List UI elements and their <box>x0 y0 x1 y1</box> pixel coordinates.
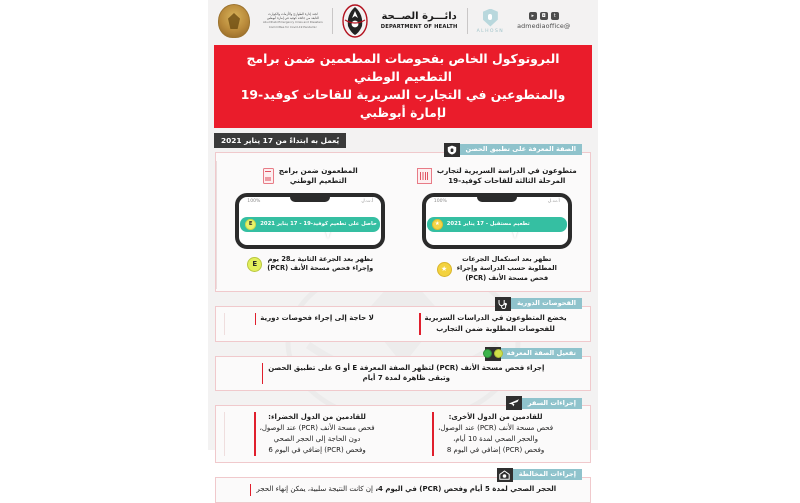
doh-logo <box>377 4 462 38</box>
periodic-tests-left-text: يخضع المتطوعون في الدراسات السريرية للفحوصات المطلوبة ضمن التجارب <box>424 313 567 333</box>
panel-activate-status <box>215 349 591 392</box>
contacts-text-wrapper <box>256 484 556 495</box>
doh-falcon-logo <box>338 4 372 38</box>
alhosn-logo <box>473 4 509 38</box>
committee-arabic-line2: التابعة من جائحة كوفيد في إمارة أبوظبي <box>266 15 319 20</box>
vaccinated-heading-row <box>263 165 358 187</box>
tab-contacts <box>497 468 582 482</box>
tab-contacts-label: إجراءات المخالطة <box>513 469 582 480</box>
travel-green-title: للقادمين من الدول الخضراء: <box>268 413 366 422</box>
twitter-icon[interactable]: t <box>551 12 559 20</box>
tab-alhosn-status-label: الصفة المعرفة على تطبيق الحصن <box>460 144 582 155</box>
page-title-line1: البروتوكول الخاص بفحوصات المطعمين ضمن برامج التطعيم الوطني <box>246 51 560 84</box>
contacts-text-regular: إن كانت النتيجة سلبية، يمكن إنهاء الحجر <box>256 484 373 493</box>
periodic-tests-left-cell <box>404 313 583 335</box>
contacts-content <box>224 484 582 496</box>
airplane-icon <box>506 396 522 410</box>
committee-logo <box>259 4 327 38</box>
volunteers-heading: متطوعون في الدراسة السريرية لتجارب المرحلة الثالثة للقاحات كوفيد-19 <box>436 165 577 185</box>
home-quarantine-icon <box>497 468 513 482</box>
e-badge-icon: E <box>245 219 256 230</box>
vaccinated-footer-text: تظهر بعد الجرعة الثانية بـ28 يوم وإجراء فحص مسحة الأنف (PCR) <box>267 254 374 273</box>
youtube-icon[interactable]: ▸ <box>529 12 537 20</box>
uae-crest-logo <box>214 4 254 38</box>
instagram-icon[interactable]: ◘ <box>540 12 548 20</box>
alhosn-label: ALHOSN <box>476 28 505 34</box>
social-handle: @admediaoffice <box>517 22 571 31</box>
periodic-tests-right-cell <box>224 313 404 335</box>
page-title-line2: والمتطوعين في التجارب السريرية للقاحات كوفيد-19 لإمارة أبوظبي <box>240 86 566 120</box>
red-accent-bar <box>255 313 257 325</box>
vaccine-vial-icon <box>263 168 274 184</box>
phone-notch <box>477 197 517 202</box>
badge-dot-e <box>494 349 503 358</box>
tab-activate-status <box>485 347 582 361</box>
logo-divider-2 <box>467 8 468 34</box>
committee-arabic-line1: لجنة إدارة الطوارئ والأزمات والكوارث <box>268 12 318 17</box>
column-volunteers <box>404 161 591 289</box>
activate-status-content <box>224 363 582 385</box>
social-block <box>513 4 574 38</box>
panel-alhosn-status <box>215 145 591 292</box>
red-accent-bar <box>254 412 256 455</box>
shield-icon <box>444 143 460 157</box>
tab-periodic-tests <box>495 297 582 311</box>
status-pill-vaccinated-text: حاصل على تطعيم كوفيد-19 - 17 يناير 2021 <box>260 221 377 228</box>
status-pill-volunteers <box>427 217 567 232</box>
panel-periodic-tests <box>215 299 591 342</box>
shield-icon <box>483 9 498 27</box>
panel-travel <box>215 398 591 462</box>
tab-activate-status-label: تفعيل الصفة المعرفة <box>501 348 582 359</box>
star-badge-large-icon: ★ <box>437 262 452 277</box>
red-accent-bar <box>262 363 264 385</box>
tab-alhosn-status <box>444 143 582 157</box>
e-badge-large-icon: E <box>247 257 262 272</box>
committee-english-line2: Committee for Covid-19 Pandemic <box>268 24 317 29</box>
travel-other-body: فحص مسحة الأنف (PCR) عند الوصول، والحجر الصحي لمدة 10 أيام، وفحص (PCR) إضافي في اليوم 8 <box>438 424 554 454</box>
travel-green-countries-cell <box>224 412 404 455</box>
status-pill-volunteers-text: تطعيم مستقبل - 17 يناير 2021 <box>446 221 530 228</box>
doh-english-name: DEPARTMENT OF HEALTH <box>380 23 458 30</box>
column-vaccinated <box>216 161 404 289</box>
phone-status-left: أ.ت.ل <box>547 198 560 204</box>
periodic-tests-right-text: لا حاجة إلى إجراء فحوصات دورية <box>260 313 374 322</box>
tab-travel-label: إجراءات السفر <box>522 398 582 409</box>
vaccinated-heading: المطعمون ضمن برامج التطعيم الوطني <box>278 165 358 185</box>
badge-dot-g <box>483 349 492 358</box>
committee-english-line1: Abu Dhabi Emergency Crisis and Disasters <box>263 20 323 25</box>
vaccinated-phone-area <box>222 190 399 252</box>
travel-green-body: فحص مسحة الأنف (PCR) عند الوصول، دون الحاجة إلى الحجر الصحي وفحص (PCR) إضافي في اليوم 6 <box>259 424 375 454</box>
red-accent-bar <box>432 412 434 455</box>
phone-notch <box>290 197 330 202</box>
tab-periodic-tests-label: الفحوصات الدورية <box>511 298 582 309</box>
phone-status-right: 100% <box>247 198 261 204</box>
periodic-tests-content <box>224 313 582 335</box>
phone-status-right: 100% <box>433 198 447 204</box>
doh-arabic-name: دائـــرة الصــحة <box>381 11 457 23</box>
tab-travel <box>506 396 582 410</box>
volunteers-heading-row <box>417 165 577 187</box>
falcon-emblem-icon <box>342 4 368 38</box>
vaccinated-footer-row <box>247 255 373 274</box>
volunteers-phone-area <box>409 190 586 252</box>
phone-status-left: أ.ت.ل <box>361 198 374 204</box>
logo-divider-1 <box>332 8 333 34</box>
title-banner <box>214 45 592 128</box>
comparison-columns <box>216 161 590 289</box>
travel-other-title: للقادمين من الدول الأخرى: <box>448 413 543 422</box>
activate-status-text: إجراء فحص مسحة الأنف (PCR) لتظهر الصفة المعرفة E أو G على تطبيق الحصن وتبقى ظاهرة لمدة 7 أيام <box>268 363 545 383</box>
two-dots-icon <box>485 347 501 361</box>
status-pill-vaccinated <box>240 217 380 232</box>
stethoscope-icon <box>495 297 511 311</box>
infographic-sheet <box>208 0 598 493</box>
panel-contacts <box>215 470 591 503</box>
header-logo-bar <box>208 0 598 42</box>
contacts-text-bold: الحجر الصحي لمدة 5 أيام وفحص (PCR) في اليوم 4، <box>375 484 557 493</box>
red-accent-bar <box>250 484 252 496</box>
volunteers-footer-row <box>437 255 557 284</box>
travel-content <box>224 412 582 455</box>
travel-other-countries-cell <box>404 412 583 455</box>
star-badge-icon: ★ <box>432 219 443 230</box>
volunteers-footer-text: تظهر بعد استكمال الجرعات المطلوبة حسب الدراسة وإجراء فحص مسحة الأنف (PCR) <box>456 254 557 283</box>
clinical-trial-icon <box>417 168 432 184</box>
red-accent-bar <box>419 313 421 335</box>
uae-crest-icon <box>218 4 250 38</box>
effective-date-badge: يُعمل به ابتداءً من 17 يناير 2021 <box>214 133 346 148</box>
